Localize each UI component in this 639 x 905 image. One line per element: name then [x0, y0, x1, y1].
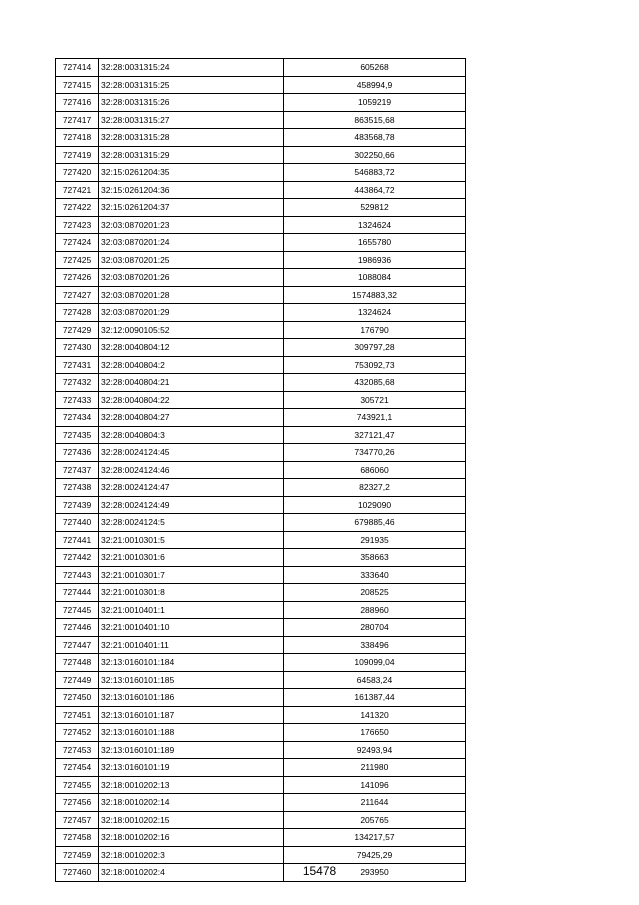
row-id-cell: 727416: [56, 94, 99, 112]
table-row: [56, 829, 466, 847]
table-row: [56, 339, 466, 357]
table-row: [56, 409, 466, 427]
table-row: [56, 286, 466, 304]
value-cell: 161387,44: [284, 689, 466, 707]
row-id-cell: 727457: [56, 811, 99, 829]
row-id-cell: 727417: [56, 111, 99, 129]
cadastral-code-cell: 32:28:0024124:5: [99, 514, 284, 532]
cadastral-code-cell: 32:28:0040804:27: [99, 409, 284, 427]
row-id-cell: 727429: [56, 321, 99, 339]
value-cell: 686060: [284, 461, 466, 479]
table-row: [56, 251, 466, 269]
table-row: [56, 689, 466, 707]
cadastral-code-cell: 32:21:0010401:1: [99, 601, 284, 619]
value-cell: 309797,28: [284, 339, 466, 357]
value-cell: 288960: [284, 601, 466, 619]
row-id-cell: 727419: [56, 146, 99, 164]
table-row: [56, 601, 466, 619]
row-id-cell: 727431: [56, 356, 99, 374]
cadastral-code-cell: 32:13:0160101:187: [99, 706, 284, 724]
table-row: [56, 374, 466, 392]
cadastral-code-cell: 32:03:0870201:26: [99, 269, 284, 287]
row-id-cell: 727450: [56, 689, 99, 707]
table-row: [56, 479, 466, 497]
row-id-cell: 727460: [56, 864, 99, 882]
value-cell: 280704: [284, 619, 466, 637]
table-row: [56, 181, 466, 199]
table-row: [56, 234, 466, 252]
cadastral-code-cell: 32:18:0010202:4: [99, 864, 284, 882]
table-row: [56, 304, 466, 322]
value-cell: 302250,66: [284, 146, 466, 164]
cadastral-code-cell: 32:28:0031315:24: [99, 59, 284, 77]
row-id-cell: 727414: [56, 59, 99, 77]
row-id-cell: 727453: [56, 741, 99, 759]
value-cell: 458994,9: [284, 76, 466, 94]
data-table: [55, 58, 466, 882]
value-cell: 211980: [284, 759, 466, 777]
cadastral-code-cell: 32:21:0010301:7: [99, 566, 284, 584]
page-number: 15478: [302, 864, 337, 878]
row-id-cell: 727425: [56, 251, 99, 269]
cadastral-code-cell: 32:28:0024124:49: [99, 496, 284, 514]
row-id-cell: 727422: [56, 199, 99, 217]
row-id-cell: 727445: [56, 601, 99, 619]
row-id-cell: 727449: [56, 671, 99, 689]
cadastral-code-cell: 32:28:0031315:25: [99, 76, 284, 94]
cadastral-code-cell: 32:18:0010202:15: [99, 811, 284, 829]
cadastral-code-cell: 32:13:0160101:19: [99, 759, 284, 777]
cadastral-code-cell: 32:21:0010401:10: [99, 619, 284, 637]
row-id-cell: 727427: [56, 286, 99, 304]
value-cell: 358663: [284, 549, 466, 567]
value-cell: 141096: [284, 776, 466, 794]
cadastral-code-cell: 32:28:0031315:27: [99, 111, 284, 129]
value-cell: 211644: [284, 794, 466, 812]
row-id-cell: 727437: [56, 461, 99, 479]
cadastral-code-cell: 32:15:0261204:35: [99, 164, 284, 182]
row-id-cell: 727442: [56, 549, 99, 567]
table-row: [56, 584, 466, 602]
cadastral-code-cell: 32:18:0010202:13: [99, 776, 284, 794]
value-cell: 1059219: [284, 94, 466, 112]
value-cell: 679885,46: [284, 514, 466, 532]
table-row: [56, 164, 466, 182]
value-cell: 338496: [284, 636, 466, 654]
cadastral-code-cell: 32:28:0040804:3: [99, 426, 284, 444]
row-id-cell: 727439: [56, 496, 99, 514]
value-cell: 529812: [284, 199, 466, 217]
cadastral-code-cell: 32:03:0870201:24: [99, 234, 284, 252]
table-row: [56, 741, 466, 759]
table-row: [56, 654, 466, 672]
cadastral-code-cell: 32:18:0010202:16: [99, 829, 284, 847]
value-cell: 1029090: [284, 496, 466, 514]
row-id-cell: 727418: [56, 129, 99, 147]
row-id-cell: 727438: [56, 479, 99, 497]
value-cell: 208525: [284, 584, 466, 602]
value-cell: 176650: [284, 724, 466, 742]
row-id-cell: 727444: [56, 584, 99, 602]
table-row: [56, 531, 466, 549]
cadastral-code-cell: 32:18:0010202:3: [99, 846, 284, 864]
cadastral-code-cell: 32:15:0261204:37: [99, 199, 284, 217]
value-cell: 1655780: [284, 234, 466, 252]
value-cell: 205765: [284, 811, 466, 829]
row-id-cell: 727424: [56, 234, 99, 252]
value-cell: 109099,04: [284, 654, 466, 672]
row-id-cell: 727441: [56, 531, 99, 549]
cadastral-code-cell: 32:28:0024124:47: [99, 479, 284, 497]
table-row: [56, 549, 466, 567]
row-id-cell: 727432: [56, 374, 99, 392]
table-row: [56, 619, 466, 637]
table-row: [56, 706, 466, 724]
row-id-cell: 727447: [56, 636, 99, 654]
cadastral-code-cell: 32:28:0024124:45: [99, 444, 284, 462]
table-row: [56, 146, 466, 164]
cadastral-code-cell: 32:28:0040804:22: [99, 391, 284, 409]
table-row: [56, 496, 466, 514]
cadastral-code-cell: 32:13:0160101:189: [99, 741, 284, 759]
value-cell: 141320: [284, 706, 466, 724]
value-cell: 1986936: [284, 251, 466, 269]
table-row: [56, 776, 466, 794]
value-cell: 134217,57: [284, 829, 466, 847]
row-id-cell: 727420: [56, 164, 99, 182]
value-cell: 1574883,32: [284, 286, 466, 304]
table-row: [56, 111, 466, 129]
value-cell: 605268: [284, 59, 466, 77]
value-cell: 64583,24: [284, 671, 466, 689]
value-cell: 863515,68: [284, 111, 466, 129]
row-id-cell: 727435: [56, 426, 99, 444]
table-row: [56, 724, 466, 742]
row-id-cell: 727426: [56, 269, 99, 287]
table-row: [56, 199, 466, 217]
value-cell: 734770,26: [284, 444, 466, 462]
row-id-cell: 727434: [56, 409, 99, 427]
table-row: [56, 426, 466, 444]
row-id-cell: 727415: [56, 76, 99, 94]
table-row: [56, 636, 466, 654]
value-cell: 176790: [284, 321, 466, 339]
row-id-cell: 727440: [56, 514, 99, 532]
table-row: [56, 566, 466, 584]
value-cell: 1324624: [284, 304, 466, 322]
cadastral-code-cell: 32:13:0160101:184: [99, 654, 284, 672]
row-id-cell: 727455: [56, 776, 99, 794]
cadastral-code-cell: 32:03:0870201:23: [99, 216, 284, 234]
row-id-cell: 727451: [56, 706, 99, 724]
table-row: [56, 59, 466, 77]
row-id-cell: 727423: [56, 216, 99, 234]
row-id-cell: 727421: [56, 181, 99, 199]
value-cell: 1324624: [284, 216, 466, 234]
cadastral-code-cell: 32:03:0870201:25: [99, 251, 284, 269]
cadastral-code-cell: 32:28:0031315:29: [99, 146, 284, 164]
table-row: [56, 76, 466, 94]
cadastral-code-cell: 32:13:0160101:188: [99, 724, 284, 742]
table-row: [56, 94, 466, 112]
table-row: [56, 216, 466, 234]
cadastral-code-cell: 32:13:0160101:186: [99, 689, 284, 707]
table-row: [56, 811, 466, 829]
table-row: [56, 514, 466, 532]
row-id-cell: 727433: [56, 391, 99, 409]
table-row: [56, 129, 466, 147]
value-cell: 327121,47: [284, 426, 466, 444]
cadastral-code-cell: 32:13:0160101:185: [99, 671, 284, 689]
table-row: [56, 391, 466, 409]
value-cell: 753092,73: [284, 356, 466, 374]
value-cell: 291935: [284, 531, 466, 549]
row-id-cell: 727448: [56, 654, 99, 672]
row-id-cell: 727443: [56, 566, 99, 584]
cadastral-code-cell: 32:03:0870201:29: [99, 304, 284, 322]
cadastral-code-cell: 32:21:0010401:11: [99, 636, 284, 654]
table-body: [56, 59, 466, 882]
table-row: [56, 461, 466, 479]
cadastral-code-cell: 32:21:0010301:6: [99, 549, 284, 567]
cadastral-code-cell: 32:15:0261204:36: [99, 181, 284, 199]
cadastral-code-cell: 32:28:0040804:21: [99, 374, 284, 392]
value-cell: 1088084: [284, 269, 466, 287]
cadastral-code-cell: 32:03:0870201:28: [99, 286, 284, 304]
row-id-cell: 727430: [56, 339, 99, 357]
row-id-cell: 727454: [56, 759, 99, 777]
value-cell: 82327,2: [284, 479, 466, 497]
row-id-cell: 727458: [56, 829, 99, 847]
table-row: [56, 846, 466, 864]
table-row: [56, 759, 466, 777]
table-row: [56, 444, 466, 462]
value-cell: 443864,72: [284, 181, 466, 199]
value-cell: 546883,72: [284, 164, 466, 182]
cadastral-code-cell: 32:28:0031315:26: [99, 94, 284, 112]
cadastral-code-cell: 32:28:0040804:2: [99, 356, 284, 374]
value-cell: 432085,68: [284, 374, 466, 392]
value-cell: 79425,29: [284, 846, 466, 864]
cadastral-code-cell: 32:12:0090105:52: [99, 321, 284, 339]
row-id-cell: 727452: [56, 724, 99, 742]
value-cell: 333640: [284, 566, 466, 584]
row-id-cell: 727436: [56, 444, 99, 462]
cadastral-code-cell: 32:28:0024124:46: [99, 461, 284, 479]
cadastral-code-cell: 32:21:0010301:8: [99, 584, 284, 602]
row-id-cell: 727456: [56, 794, 99, 812]
cadastral-code-cell: 32:21:0010301:5: [99, 531, 284, 549]
value-cell: 293950: [284, 864, 466, 882]
value-cell: 743921,1: [284, 409, 466, 427]
table-row: [56, 269, 466, 287]
cadastral-code-cell: 32:18:0010202:14: [99, 794, 284, 812]
table-row: [56, 356, 466, 374]
row-id-cell: 727459: [56, 846, 99, 864]
cadastral-code-cell: 32:28:0031315:28: [99, 129, 284, 147]
table-row: [56, 794, 466, 812]
cadastral-code-cell: 32:28:0040804:12: [99, 339, 284, 357]
row-id-cell: 727428: [56, 304, 99, 322]
value-cell: 305721: [284, 391, 466, 409]
table-row: [56, 321, 466, 339]
value-cell: 483568,78: [284, 129, 466, 147]
value-cell: 92493,94: [284, 741, 466, 759]
row-id-cell: 727446: [56, 619, 99, 637]
table-row: [56, 671, 466, 689]
